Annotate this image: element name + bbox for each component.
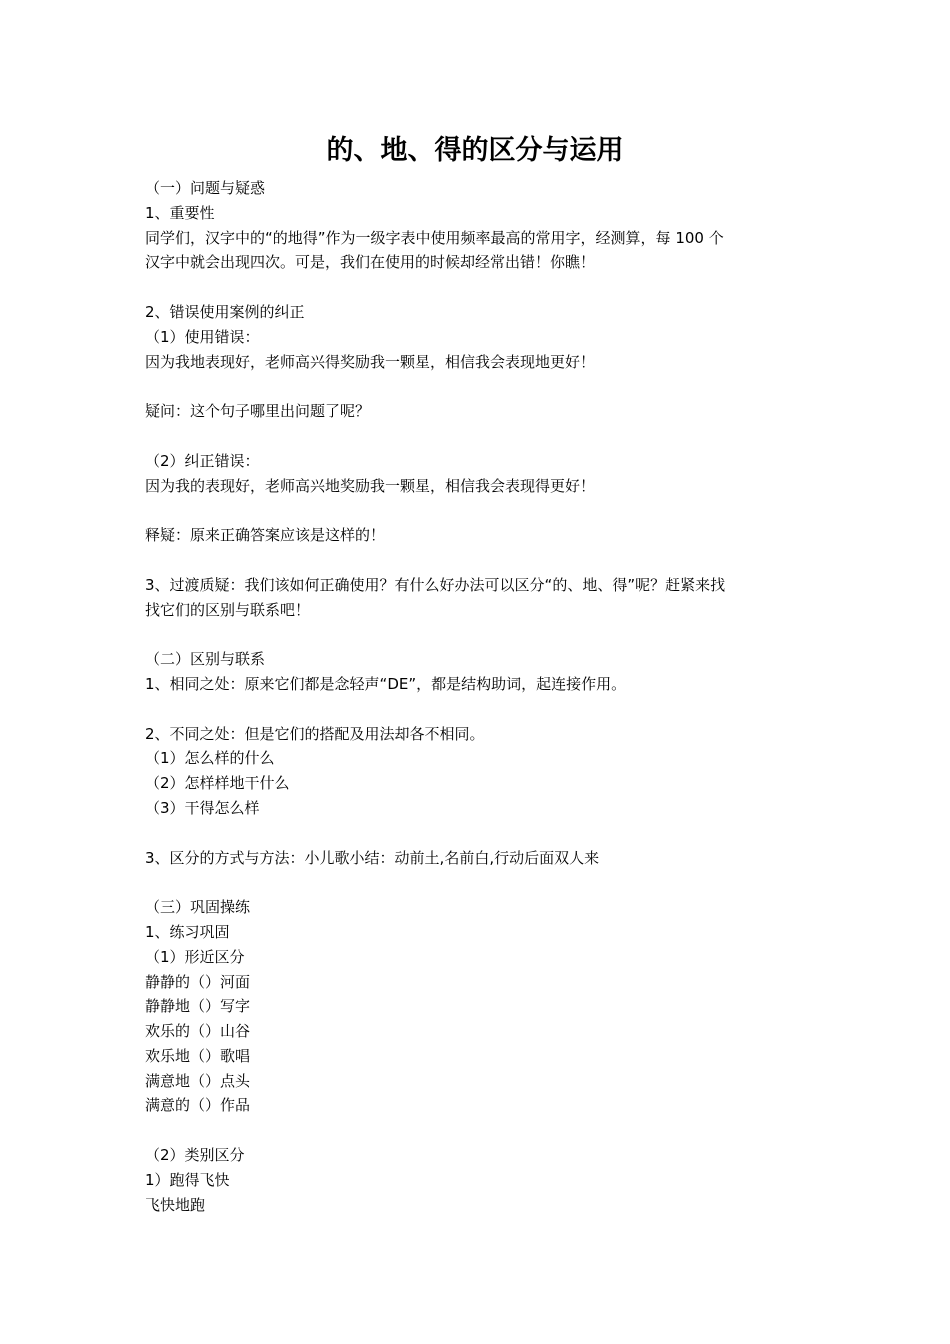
document-title: 的、地、得的区分与运用	[326, 135, 624, 166]
question-line: 疑问：这个句子哪里出问题了呢？	[145, 402, 371, 421]
paragraph-line: 同学们，汉字中的“的地得”作为一级字表中使用频率最高的常用字，经测算，每 100 个	[145, 228, 724, 247]
blank-line	[145, 275, 813, 300]
subheading-wrong-usage: （1）使用错误：	[145, 327, 260, 346]
paragraph-line: 1、相同之处：原来它们都是念轻声“DE”，都是结构助词，起连接作用。	[145, 674, 627, 693]
exercise-item: 飞快地跑	[145, 1195, 206, 1214]
list-item: （1）怎么样的什么	[145, 749, 275, 768]
list-item: （3）干得怎么样	[145, 798, 260, 817]
subheading-correction: （2）纠正错误：	[145, 451, 260, 470]
list-item: （2）怎样样地干什么	[145, 774, 290, 793]
exercise-item: 满意的（）作品	[145, 1096, 251, 1115]
blank-line	[145, 374, 813, 399]
example-wrong-sentence: 因为我地表现好，老师高兴得奖励我一颗星，相信我会表现地更好！	[145, 352, 596, 371]
paragraph-line: 2、不同之处：但是它们的搭配及用法却各不相同。	[145, 724, 485, 743]
blank-line	[145, 548, 813, 573]
blank-line	[145, 821, 813, 846]
section-heading-3: （三）巩固操练	[145, 898, 251, 917]
subheading-shape-distinction: （1）形近区分	[145, 947, 245, 966]
exercise-item: 欢乐地（）歌唱	[145, 1046, 251, 1065]
subheading-error-cases: 2、错误使用案例的纠正	[145, 302, 305, 321]
subheading-practice: 1、练习巩固	[145, 922, 230, 941]
paragraph-line: 汉字中就会出现四次。可是，我们在使用的时候却经常出错！你瞧！	[145, 253, 596, 272]
exercise-item: 静静地（）写字	[145, 997, 251, 1016]
exercise-item: 静静的（）河面	[145, 972, 251, 991]
example-correct-sentence: 因为我的表现好，老师高兴地奖励我一颗星，相信我会表现得更好！	[145, 476, 596, 495]
paragraph-line: 找它们的区别与联系吧！	[145, 600, 311, 619]
section-heading-2: （二）区别与联系	[145, 650, 266, 669]
subheading-importance: 1、重要性	[145, 203, 215, 222]
exercise-item: 满意地（）点头	[145, 1071, 251, 1090]
exercise-item: 1）跑得飞快	[145, 1170, 230, 1189]
paragraph-line: 3、过渡质疑：我们该如何正确使用？有什么好办法可以区分“的、地、得”呢？赶紧来找	[145, 575, 726, 594]
blank-line	[145, 622, 813, 647]
document-body	[145, 176, 813, 1217]
subheading-category-distinction: （2）类别区分	[145, 1146, 245, 1165]
exercise-item: 欢乐的（）山谷	[145, 1022, 251, 1041]
explanation-line: 释疑：原来正确答案应该是这样的！	[145, 526, 386, 545]
section-heading-1: （一）问题与疑惑	[145, 179, 266, 197]
blank-line	[145, 498, 813, 523]
blank-line	[145, 697, 813, 722]
blank-line	[145, 870, 813, 895]
blank-line	[145, 424, 813, 449]
paragraph-line: 3、区分的方式与方法：小儿歌小结：动前土,名前白,行动后面双人来	[145, 848, 600, 867]
blank-line	[145, 1118, 813, 1143]
